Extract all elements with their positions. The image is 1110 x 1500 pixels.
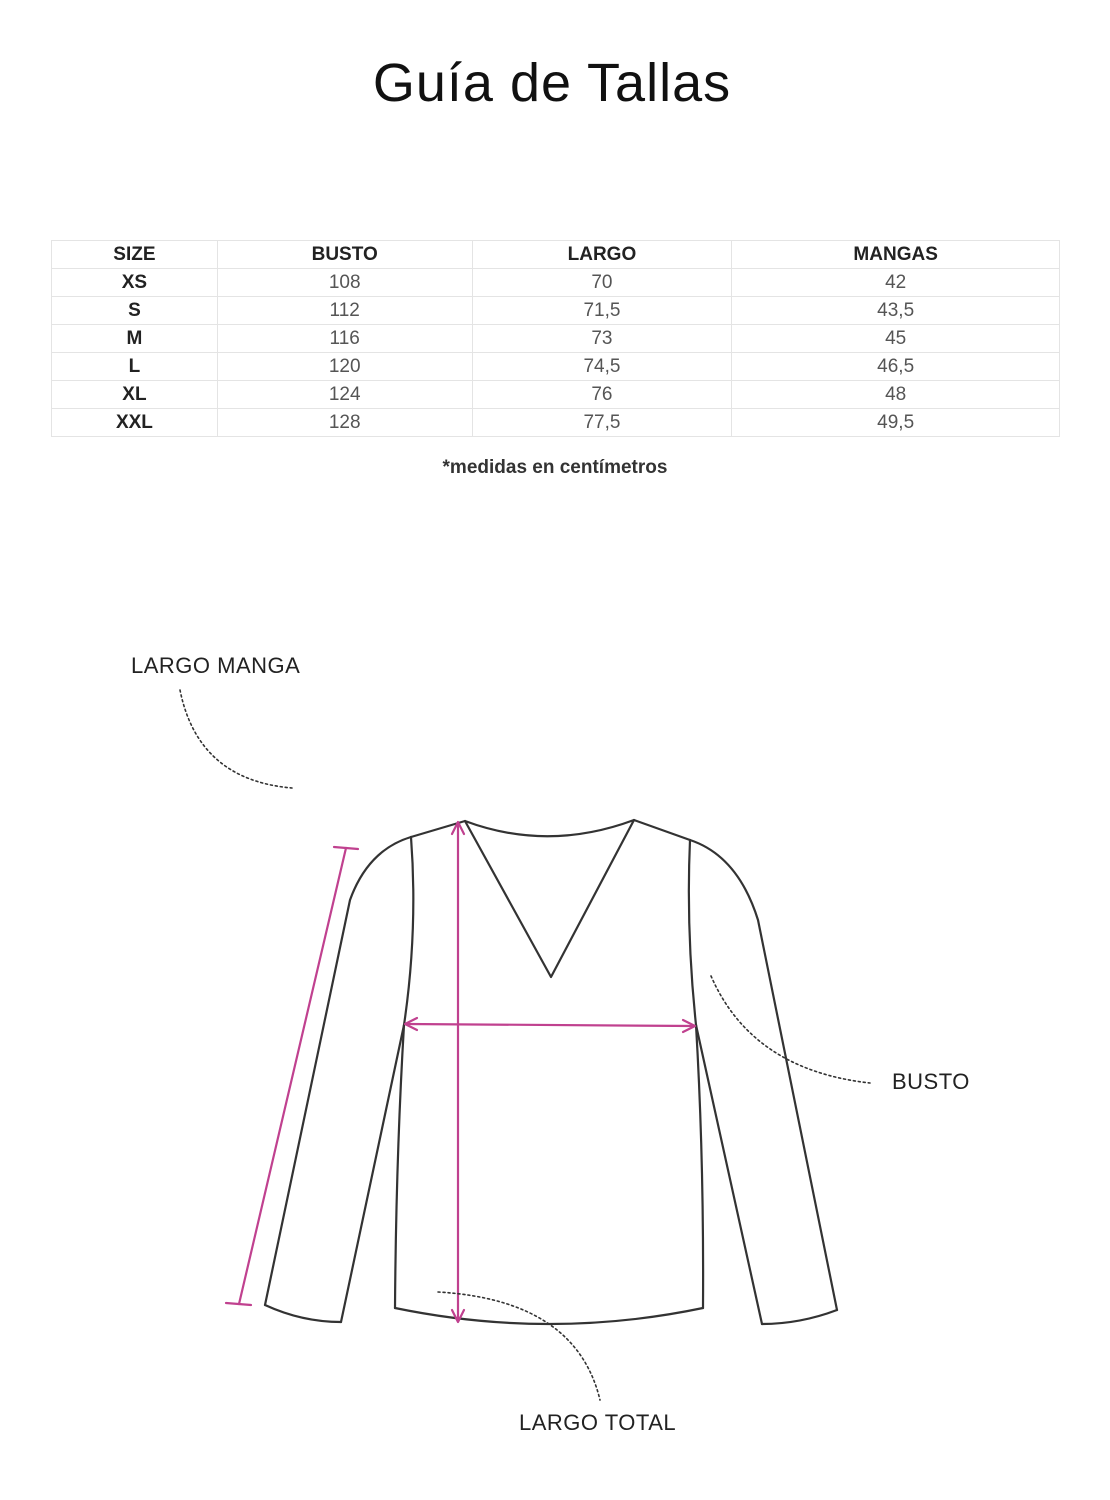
busto-cell: 108: [217, 269, 472, 297]
header-largo: LARGO: [472, 241, 732, 269]
sleeve-measure-line: [239, 848, 346, 1304]
busto-cell: 116: [217, 325, 472, 353]
busto-cell: 124: [217, 381, 472, 409]
mangas-cell: 48: [732, 381, 1060, 409]
page-title: Guía de Tallas: [372, 53, 732, 113]
bust-measure-line: [406, 1024, 694, 1026]
busto-cell: 128: [217, 409, 472, 437]
bust-label: BUSTO: [892, 1069, 970, 1094]
header-size: SIZE: [52, 241, 218, 269]
total-leader: [438, 1292, 600, 1400]
header-busto: BUSTO: [217, 241, 472, 269]
size-table: [51, 240, 1060, 437]
mangas-cell: 46,5: [732, 353, 1060, 381]
table-row: [52, 269, 1060, 297]
table-row: [52, 381, 1060, 409]
busto-cell: 120: [217, 353, 472, 381]
largo-cell: 77,5: [472, 409, 732, 437]
mangas-cell: 42: [732, 269, 1060, 297]
bust-leader: [711, 976, 870, 1083]
sleeve-measure-cap-top: [334, 847, 358, 849]
total-length-label: LARGO TOTAL: [519, 1410, 677, 1435]
largo-cell: 73: [472, 325, 732, 353]
table-row: [52, 297, 1060, 325]
size-cell: M: [52, 325, 218, 353]
mangas-cell: 45: [732, 325, 1060, 353]
garment-outline: [265, 820, 837, 1324]
leader-lines: [180, 690, 870, 1400]
largo-cell: 70: [472, 269, 732, 297]
mangas-cell: 49,5: [732, 409, 1060, 437]
table-row: [52, 409, 1060, 437]
size-cell: L: [52, 353, 218, 381]
size-cell: XS: [52, 269, 218, 297]
garment-diagram: [0, 600, 1110, 1480]
sleeve-length-label: LARGO MANGA: [131, 653, 301, 678]
sleeve-leader: [180, 690, 292, 788]
header-mangas: MANGAS: [732, 241, 1060, 269]
largo-cell: 71,5: [472, 297, 732, 325]
measurement-lines: [226, 822, 695, 1322]
mangas-cell: 43,5: [732, 297, 1060, 325]
measurement-note: *medidas en centímetros: [442, 457, 668, 478]
table-header-row: [52, 241, 1060, 269]
size-cell: S: [52, 297, 218, 325]
table-row: [52, 325, 1060, 353]
sweater-illustration: [0, 600, 1110, 1480]
sleeve-measure-cap-bottom: [226, 1303, 251, 1305]
size-cell: XL: [52, 381, 218, 409]
size-cell: XXL: [52, 409, 218, 437]
largo-cell: 74,5: [472, 353, 732, 381]
largo-cell: 76: [472, 381, 732, 409]
busto-cell: 112: [217, 297, 472, 325]
table-row: [52, 353, 1060, 381]
